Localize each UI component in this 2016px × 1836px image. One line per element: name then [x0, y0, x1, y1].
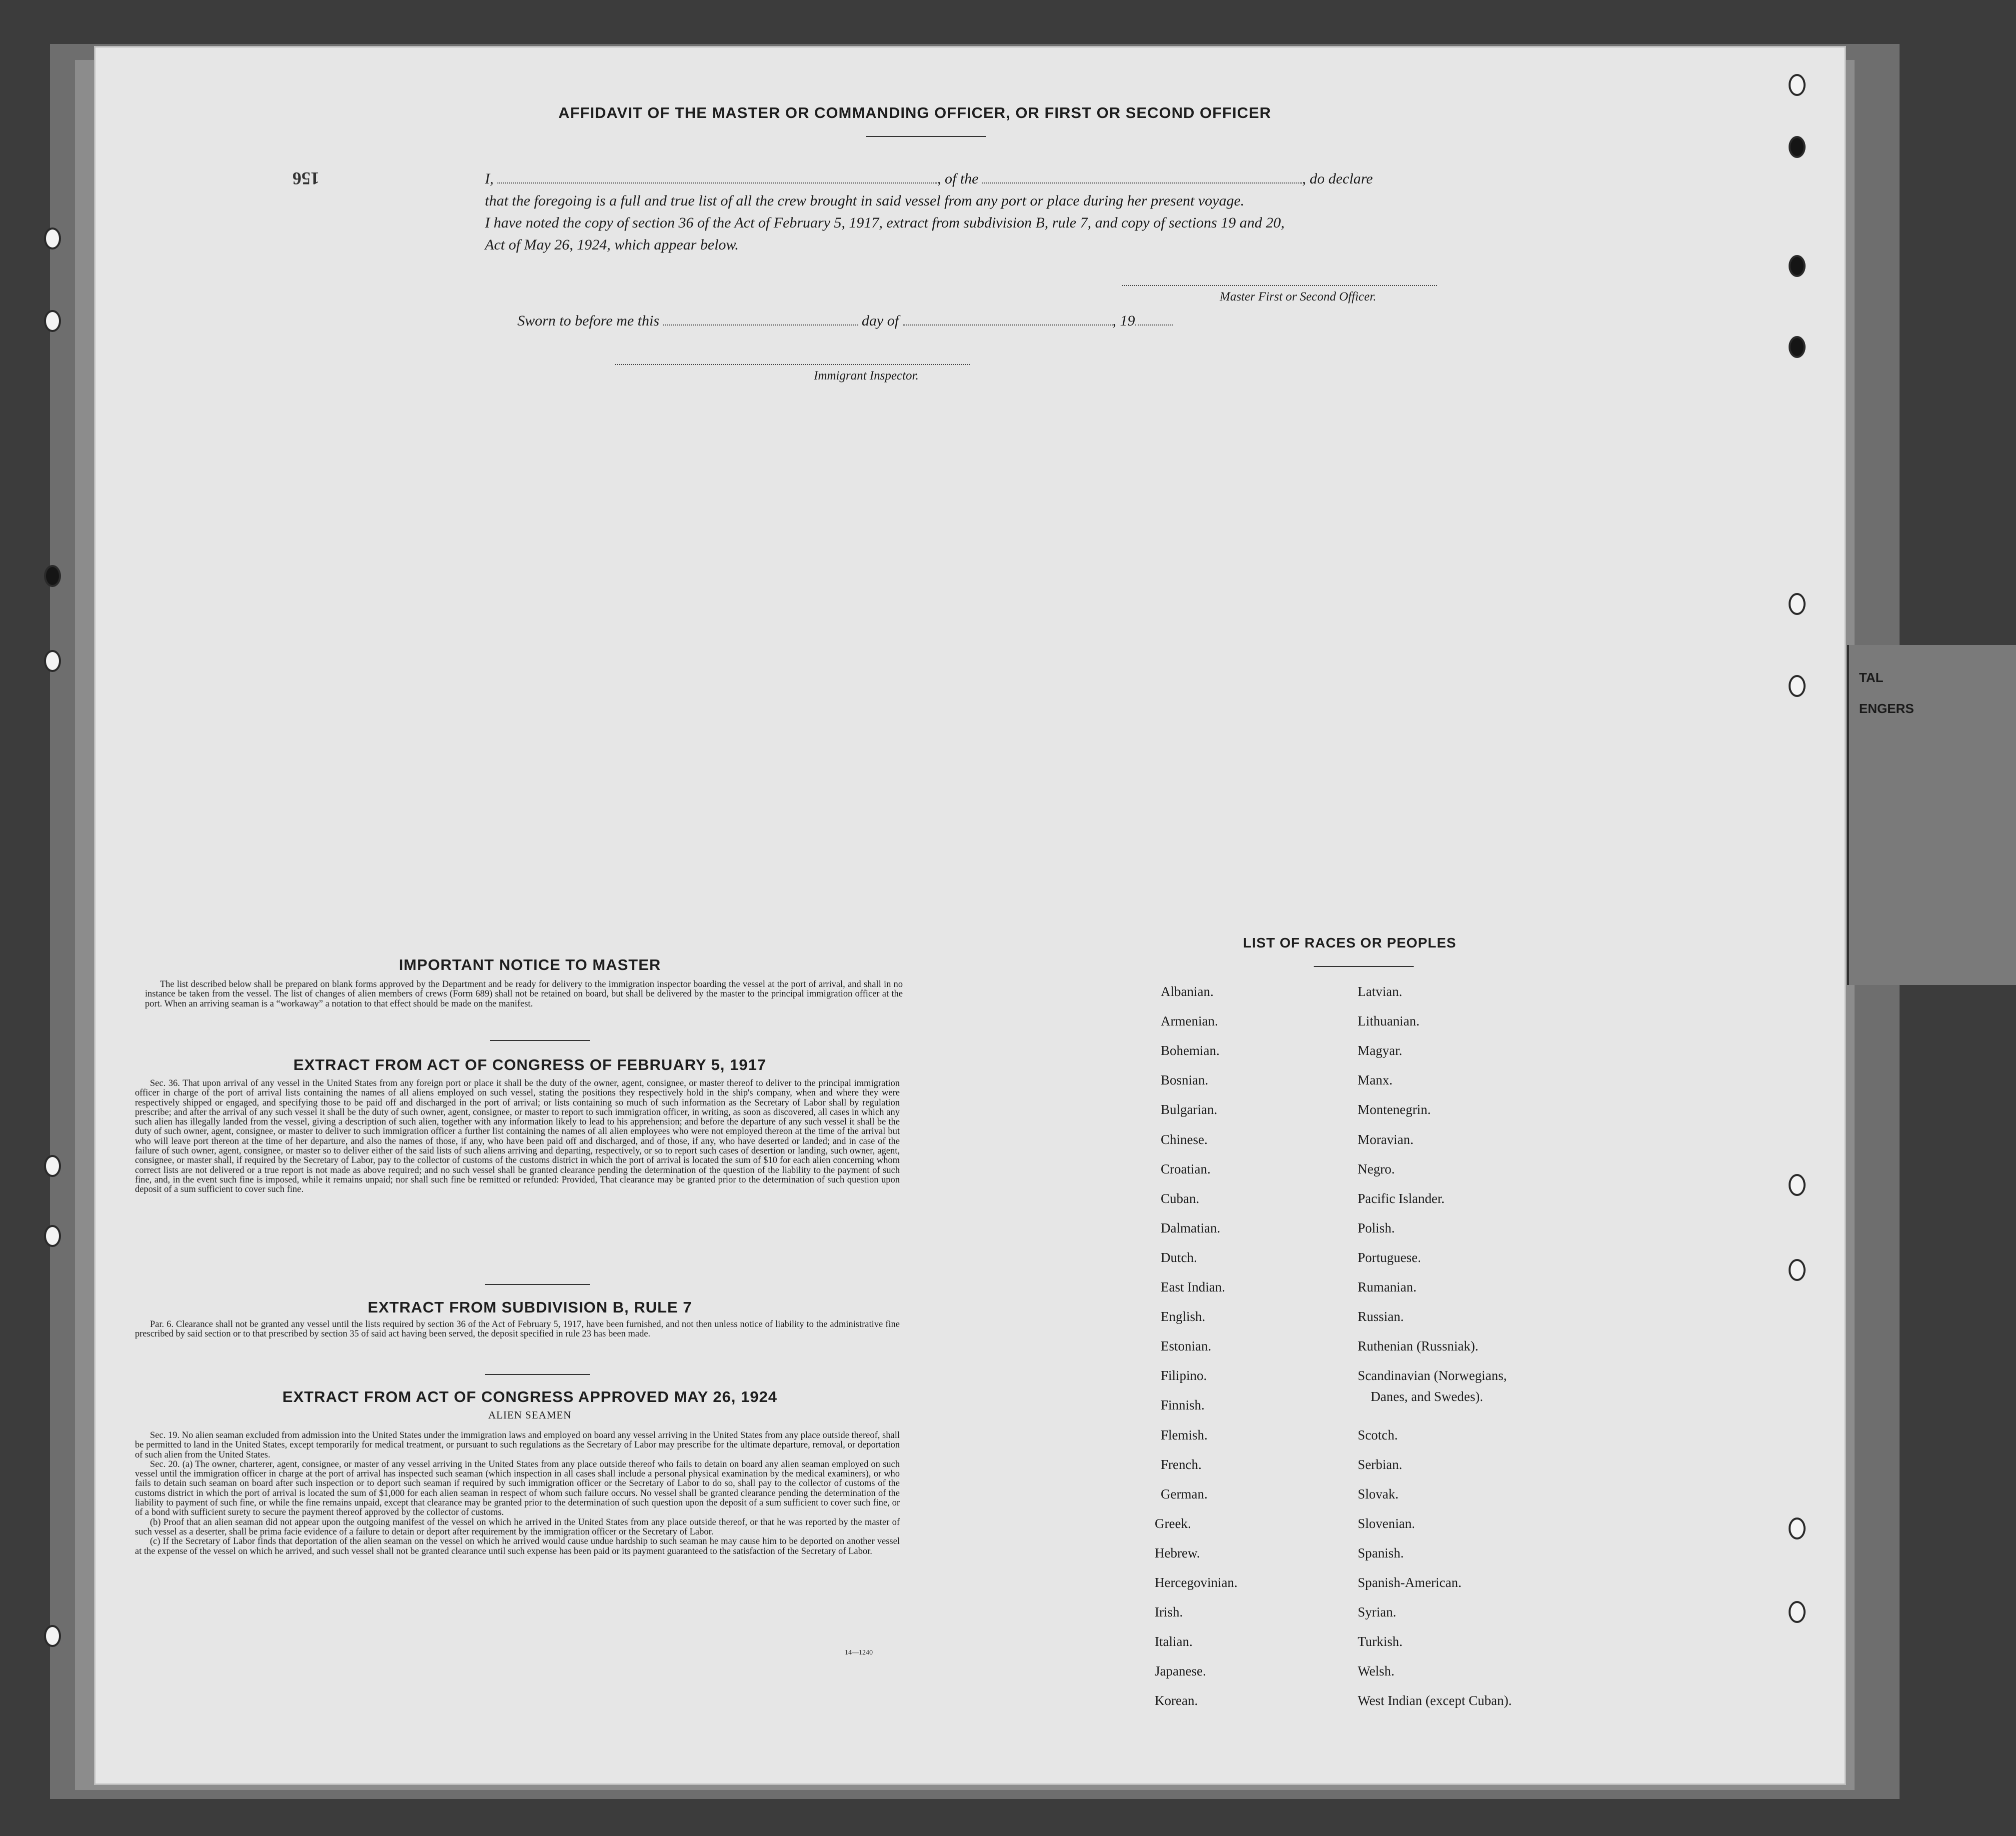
punch-hole [1789, 336, 1806, 358]
handwritten-number: 156 [292, 168, 319, 188]
extract-1924-body [135, 1431, 900, 1556]
notice-body: The list described below shall be prepared on blank forms approved by the Department and be ready for delivery to the immigration inspector boarding the vessel at the port of arrival, and shall in no instance be taken from the vessel. The list of changes of alien members of crews (Form 689) shall not be retained on board, but shall be delivered by the master to the principal immigration officer at the port. When an arriving seaman is a “workaway” a notation to that effect should be made on the manifest. [145, 980, 903, 1009]
race-item: Flemish. [1161, 1427, 1208, 1442]
sec-19-paragraph: Sec. 19. No alien seaman excluded from admission into the United States under the immigration laws and employed on board any vessel arriving in the United States from any place outside thereof, shall be permitted to land in the United States, except temporarily for medical treatment, or pursuant to such regulations as the Secretary of Labor may prescribe for the ultimate departure, removal, or deportation of such alien from the United States. [135, 1430, 900, 1460]
punch-hole [44, 565, 61, 587]
race-item: Albanian. [1161, 984, 1214, 999]
race-item: Estonian. [1161, 1338, 1212, 1354]
race-item: Negro. [1358, 1161, 1395, 1176]
punch-hole [44, 1225, 61, 1247]
race-item: Scandinavian (Norwegians, [1358, 1368, 1507, 1384]
race-item: Manx. [1358, 1072, 1393, 1088]
side-stamp [1847, 645, 2016, 985]
extract-rule7-title: EXTRACT FROM SUBDIVISION B, RULE 7 [367, 1298, 692, 1316]
sec-20a-paragraph: Sec. 20. (a) The owner, charterer, agent, consignee, or master of any vessel arriving in the United States from any place outside thereof who fails to detain on board any alien seaman employed on such vessel until the immigration officer in charge at the port of arrival has inspected such seaman (which inspection in all cases shall include a personal physical examination by the medical examiners), or who fails to detain such seaman on board after such inspection or to deport such seaman if required by such immigration officer or the Secretary of Labor to do so, shall pay to the collector of customs of the customs district in which the port of arrival is located the sum of $1,000 for each alien seaman in respect of whom such failure occurs. No vessel shall be granted clearance pending the determination of the liability to payment of such fine, or while the fine remains unpaid, except that clearance may be granted prior to the determination of such question upon the deposit of a sum sufficient to cover such fine, or of a bond with sufficient surety to secure the payment thereof approved by the collector of customs. [135, 1459, 900, 1518]
race-item: Japanese. [1155, 1664, 1206, 1679]
race-item: Hercegovinian. [1155, 1575, 1238, 1590]
race-item: Cuban. [1161, 1190, 1200, 1206]
day-of-label: day of [861, 312, 899, 329]
sworn-line [517, 310, 1173, 332]
punch-hole [1789, 1174, 1806, 1196]
race-item: Bosnian. [1161, 1072, 1209, 1088]
race-item: Croatian. [1161, 1161, 1211, 1176]
divider [485, 1374, 590, 1375]
punch-hole [44, 228, 61, 250]
races-title: LIST OF RACES OR PEOPLES [1243, 935, 1457, 950]
race-item: Moravian. [1358, 1132, 1414, 1147]
affidavit-title: AFFIDAVIT OF THE MASTER OR COMMANDING OFFICER, OR FIRST OR SECOND OFFICER [558, 104, 1272, 122]
sec-20c-paragraph: (c) If the Secretary of Labor finds that deportation of the alien seaman on the vessel on which he arrived would cause undue hardship to such seaman he may cause him to be deported on another vessel at the expense of the vessel on which he arrived, and such vessel shall not be granted clearance until such expense has been paid or its payment guaranteed to the satisfaction of the Secretary of Labor. [135, 1536, 900, 1556]
affidavit-line-2: that the foregoing is a full and true list of all the crew brought in said vessel from any port or place during her present voyage. [485, 192, 1245, 209]
year-label: , 19 [1112, 312, 1135, 329]
affidavit-line-1 [485, 168, 1460, 190]
race-item: Spanish. [1358, 1545, 1404, 1560]
sworn-label: Sworn to before me this [517, 312, 659, 329]
sec-20b-paragraph: (b) Proof that an alien seaman did not appear upon the outgoing manifest of the vessel on which he arrived in the United States from any place outside thereof, or that he was reported by the master of such vessel as a deserter, shall be prima facie evidence of a failure to detain or deport after requirement by the immigration officer or the Secretary of Labor. [135, 1517, 900, 1537]
divider [490, 1040, 590, 1041]
race-item: West Indian (except Cuban). [1358, 1693, 1512, 1708]
extract-rule7-body: Par. 6. Clearance shall not be granted any vessel until the lists required by section 36 of the Act of February 5, 1917, have been furnished, and not then unless notice of liability to the administrative fine prescribed by said section or to that prescribed by section 35 of said act having been served, the deposit specified in rule 23 has been made. [135, 1320, 900, 1340]
race-item: Spanish-American. [1358, 1575, 1462, 1590]
race-item: Lithuanian. [1358, 1014, 1420, 1029]
race-item: Finnish. [1161, 1398, 1205, 1413]
race-item: Ruthenian (Russniak). [1358, 1338, 1479, 1354]
punch-hole [1789, 136, 1806, 158]
race-item: Welsh. [1358, 1664, 1395, 1679]
race-item: Russian. [1358, 1309, 1404, 1324]
race-item: Bulgarian. [1161, 1102, 1218, 1118]
divider [1314, 966, 1414, 967]
extract-1924-subtitle: ALIEN SEAMEN [488, 1409, 572, 1421]
race-item: Dalmatian. [1161, 1220, 1221, 1236]
divider [866, 136, 986, 137]
inspector-label: Immigrant Inspector. [814, 369, 919, 382]
sworn-day-blank[interactable] [663, 324, 858, 326]
affidavit-declare: , do declare [1302, 170, 1373, 187]
race-item: Armenian. [1161, 1014, 1218, 1029]
master-label: Master First or Second Officer. [1220, 290, 1377, 304]
race-item: Montenegrin. [1358, 1102, 1431, 1118]
race-item: French. [1161, 1456, 1202, 1472]
stamp-line-2: ENGERS [1859, 701, 1914, 716]
inspector-signature-line[interactable] [615, 364, 970, 365]
name-blank[interactable] [497, 182, 937, 184]
race-item: English. [1161, 1309, 1206, 1324]
race-item: German. [1161, 1486, 1208, 1502]
race-item: Portuguese. [1358, 1250, 1421, 1265]
punch-hole [44, 650, 61, 672]
affidavit-line-3: I have noted the copy of section 36 of the Act of February 5, 1917, extract from subdivision B, rule 7, and copy of sections 19 and 20, [485, 214, 1285, 231]
race-item: Dutch. [1161, 1250, 1197, 1265]
stamp-line-1: TAL [1859, 670, 1884, 685]
punch-hole [1789, 1601, 1806, 1623]
race-item: East Indian. [1161, 1280, 1225, 1294]
race-item: Korean. [1155, 1693, 1198, 1708]
affidavit-of-the: , of the [937, 170, 979, 187]
race-item-continuation: Danes, and Swedes). [1371, 1389, 1483, 1404]
race-item: Irish. [1155, 1604, 1183, 1620]
race-item: Greek. [1155, 1516, 1191, 1531]
race-item: Hebrew. [1155, 1545, 1200, 1560]
punch-hole [1789, 593, 1806, 615]
master-signature-line[interactable] [1122, 285, 1437, 286]
punch-hole [44, 310, 61, 332]
race-item: Turkish. [1358, 1634, 1403, 1650]
punch-hole [1789, 255, 1806, 277]
race-item: Filipino. [1161, 1368, 1207, 1384]
race-item: Chinese. [1161, 1132, 1208, 1147]
form-number: 14—1240 [845, 1649, 873, 1656]
punch-hole [1789, 1259, 1806, 1281]
race-item: Latvian. [1358, 984, 1403, 999]
race-item: Slovenian. [1358, 1516, 1415, 1531]
race-item: Magyar. [1358, 1043, 1403, 1058]
affidavit-i: I, [485, 170, 494, 187]
punch-hole [1789, 1518, 1806, 1540]
sworn-year-blank[interactable] [1135, 324, 1173, 326]
race-item: Polish. [1358, 1220, 1395, 1236]
divider [485, 1284, 590, 1285]
race-item: Slovak. [1358, 1486, 1399, 1502]
race-item: Scotch. [1358, 1427, 1398, 1442]
vessel-blank[interactable] [982, 182, 1302, 184]
sworn-month-blank[interactable] [903, 324, 1113, 326]
race-item: Pacific Islander. [1358, 1190, 1445, 1206]
affidavit-line-4: Act of May 26, 1924, which appear below. [485, 236, 739, 253]
race-item: Bohemian. [1161, 1043, 1220, 1058]
extract-1917-body: Sec. 36. That upon arrival of any vessel in the United States from any foreign port or place it shall be the duty of the owner, agent, consignee, or master thereof to deliver to the principal immigration officer in charge of the port of arrival lists containing the names of all aliens employed on such vessel, stating the positions they respectively hold in the ship's company, when and where they were respectively shipped or engaged, and specifying those to be paid off and discharged in the port of arrival; or lists containing so much of such information as the Secretary of Labor shall by regulation prescribe; and after the arrival of any such vessel it shall be the duty of such owner, agent, consignee, or master to report to such immigration officer, in writing, as soon as discovered, all cases in which any such alien has illegally landed from the vessel, giving a description of such alien, together with any information likely to lead to his apprehension; and before the departure of any such vessel it shall be the duty of such owner, agent, consignee, or master to deliver to such immigration officer a further list containing the names of all alien employees who were not employed thereon at the time of the arrival but who will leave port thereon at the time of her departure, and also the names of those, if any, who have been paid off and discharged, and of those, if any, who have deserted or landed; and in case of the failure of such owner, agent, consignee, or master so to deliver either of the said lists of such aliens arriving and departing, respectively, or so to report such cases of desertion or landing, such owner, agent, consignee, or master shall, if required by the Secretary of Labor, pay to the collector of customs of the customs district in which the port of arrival is located the sum of $10 for each alien concerning whom correct lists are not delivered or a true report is not made as above required; and no such vessel shall be granted clearance pending the determination of the question of the liability to the payment of such fine, and, in the event such fine is imposed, while it remains unpaid; nor shall such fine be remitted or refunded: Provided, That clearance may be granted prior to the determination of such question upon deposit of a sum sufficient to cover such fine. [135, 1078, 900, 1195]
punch-hole [44, 1155, 61, 1177]
race-item: Rumanian. [1358, 1280, 1417, 1294]
punch-hole [1789, 74, 1806, 96]
race-item: Serbian. [1358, 1456, 1403, 1472]
punch-hole [1789, 675, 1806, 697]
notice-title: IMPORTANT NOTICE TO MASTER [398, 956, 661, 974]
race-item: Italian. [1155, 1634, 1193, 1650]
extract-1924-title: EXTRACT FROM ACT OF CONGRESS APPROVED MAY 26, 1924 [282, 1388, 777, 1406]
punch-hole [44, 1625, 61, 1647]
race-item: Syrian. [1358, 1604, 1397, 1620]
extract-1917-title: EXTRACT FROM ACT OF CONGRESS OF FEBRUARY 5, 1917 [293, 1056, 766, 1074]
